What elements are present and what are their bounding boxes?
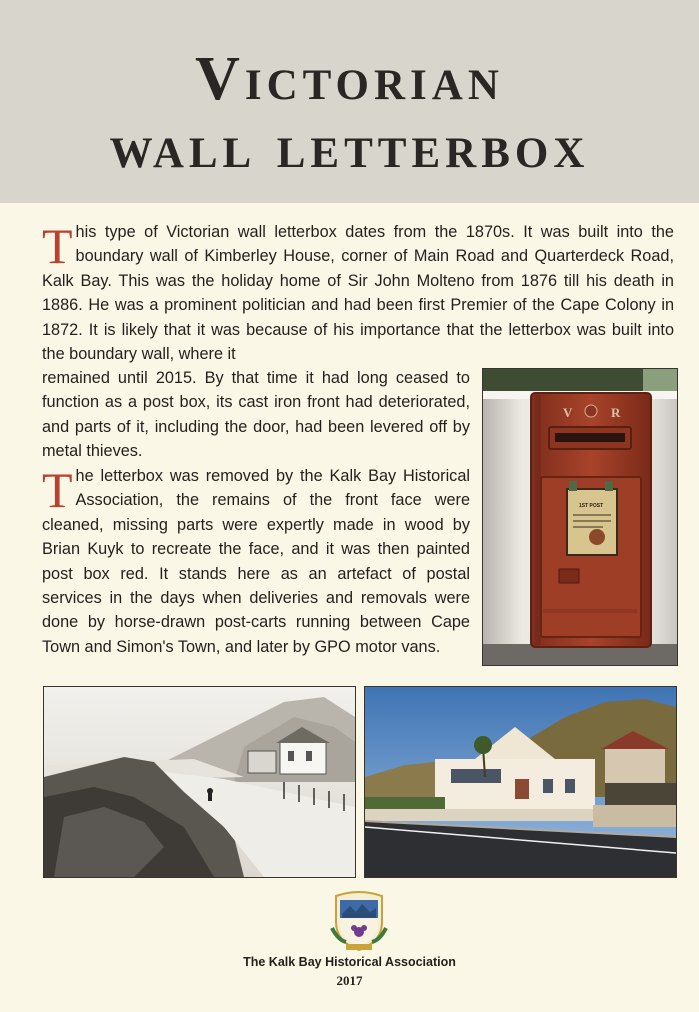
footer-year: 2017	[336, 973, 363, 988]
page-title-line-2: wall letterbox	[109, 113, 590, 181]
footer-organisation: The Kalk Bay Historical Association	[243, 955, 456, 969]
cipher-r: R	[611, 405, 621, 420]
dropcap-1: T	[42, 218, 73, 274]
paragraph-2	[42, 464, 470, 659]
association-crest-logo	[328, 888, 390, 954]
plate-heading: 1ST POST	[579, 503, 604, 509]
letterbox-photo	[482, 368, 678, 666]
dropcap-2: T	[42, 462, 73, 518]
paragraph-1-continued: remained until 2015. By that time it had long ceased to function as a post box, its cast iron front had deteriorated, and parts of it, including the door, had been levered off by metal thieves.	[42, 369, 470, 461]
paragraph-2-text: he letterbox was removed by the Kalk Bay Historical Association, the remains of the front face were cleaned, missing parts were expertly made in wood by Brian Kuyk to recreate the face, and it was then painted post box red. It stands here as an artefact of postal services in the days when deliveries and removals were done by horse-drawn post-carts running between Cape Town and Simon's Town, and later by GPO motor vans.	[42, 467, 470, 656]
historic-photo	[43, 686, 356, 878]
paragraph-1-top	[42, 220, 674, 366]
modern-photo	[364, 686, 677, 878]
paragraph-1-text: his type of Victorian wall letterbox dates from the 1870s. It was built into the boundary wall of Kimberley House, corner of Main Road and Quarterdeck Road, Kalk Bay. This was the holiday home of Sir John Molteno from 1876 till his death in 1886. He was a prominent politician and had been first Premier of the Cape Colony in 1872. It is likely that it was because of his importance that the letterbox was built into the boundary wall, where it	[42, 223, 674, 364]
title-banner	[0, 0, 699, 203]
cipher-v: V	[563, 405, 573, 420]
page-title-line-1: Victorian	[195, 45, 504, 113]
